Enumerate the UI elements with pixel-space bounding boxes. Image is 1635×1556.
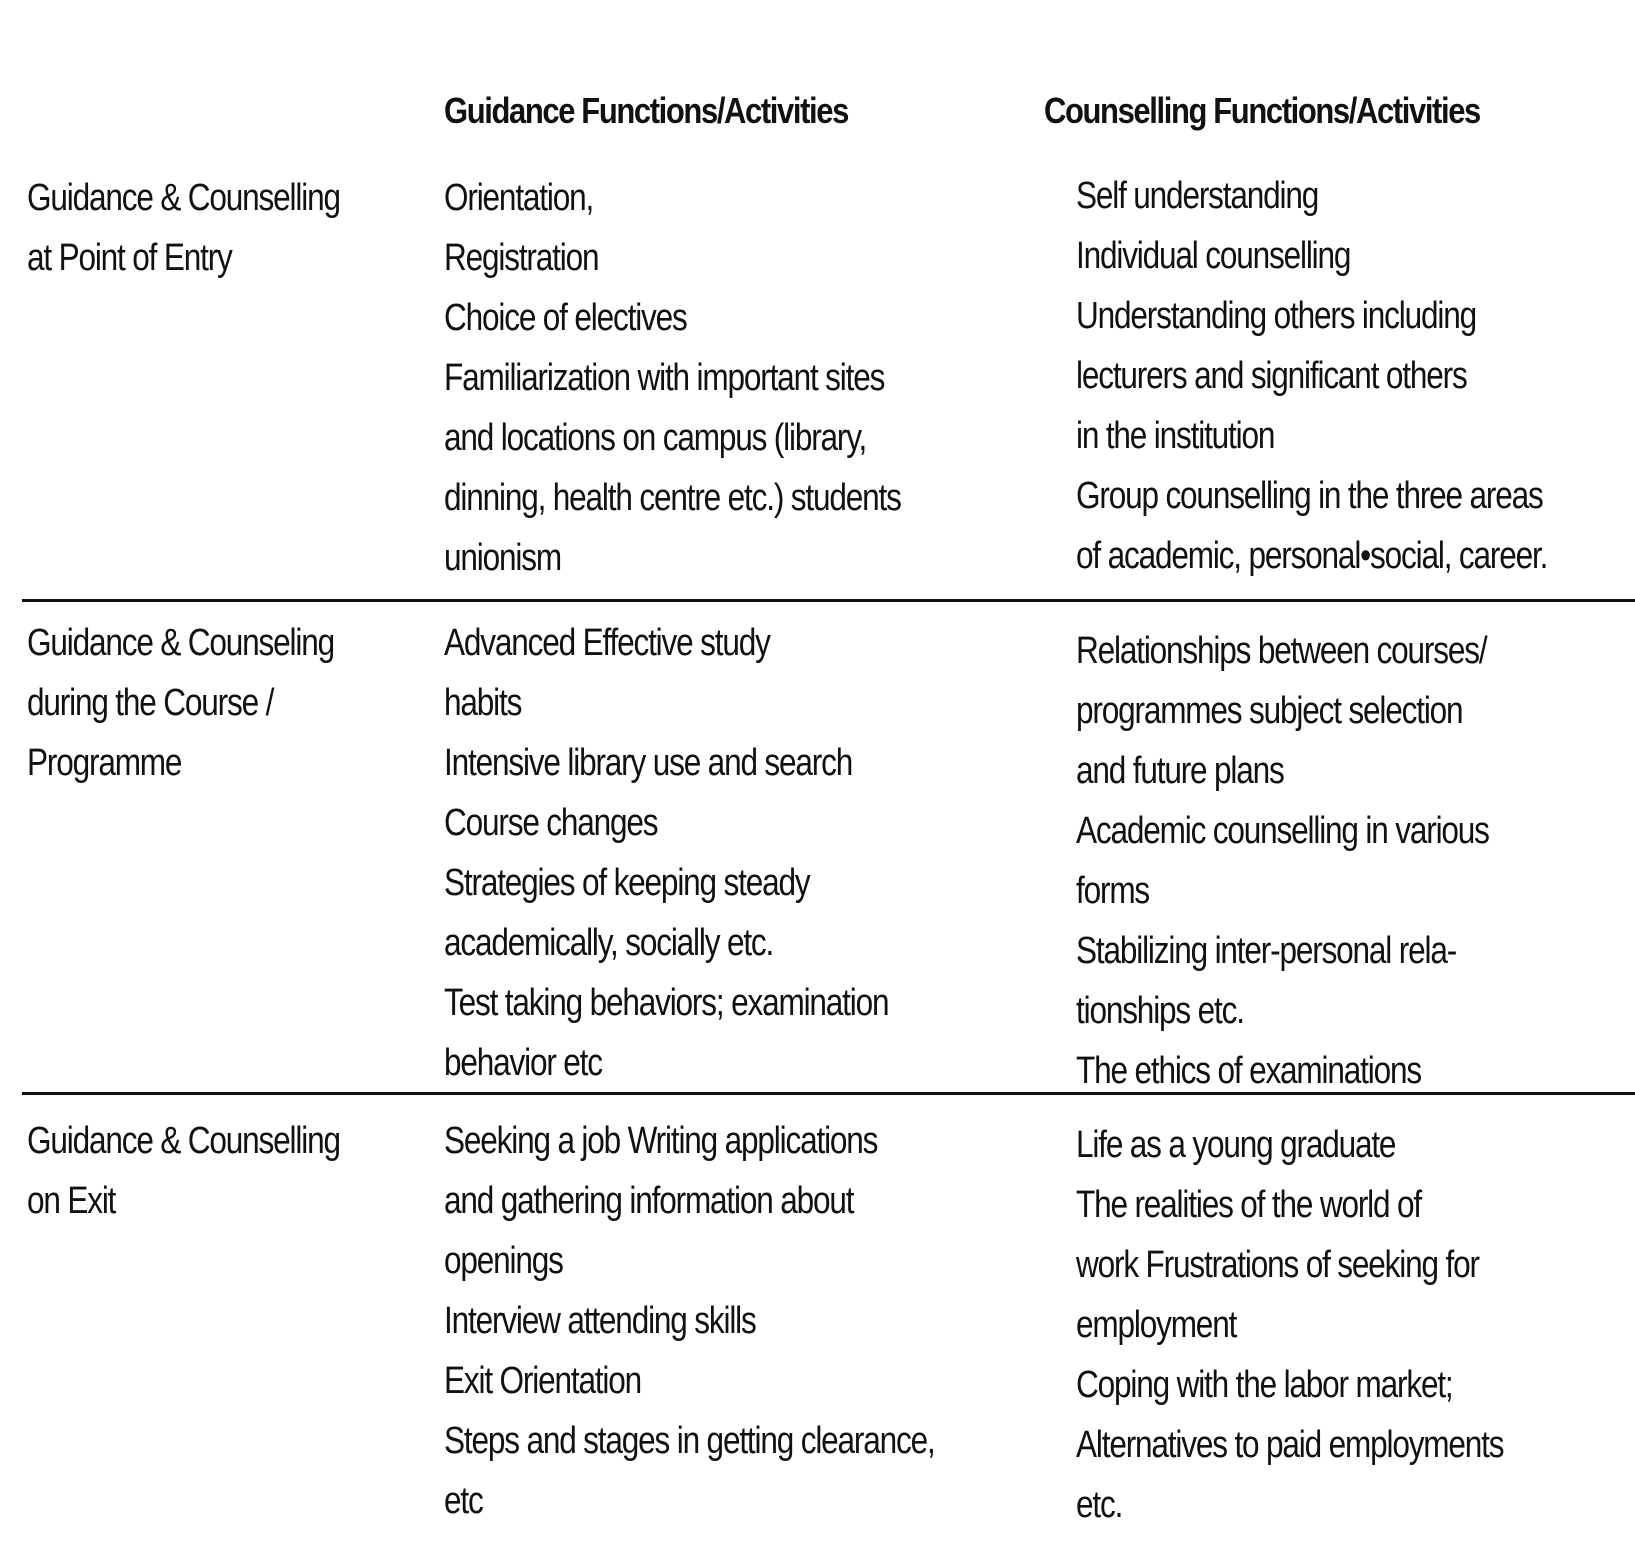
- table-row-on-exit: [0, 1111, 1635, 1541]
- guidance-item: Advanced Effective study: [444, 622, 770, 664]
- guidance-item: Familiarization with important sites: [444, 357, 885, 399]
- counselling-item: Relationships between courses/: [1076, 630, 1487, 672]
- guidance-item: Seeking a job Writing applications: [444, 1120, 878, 1162]
- counselling-item: Academic counselling in various: [1076, 810, 1489, 852]
- guidance-item: openings: [444, 1240, 563, 1282]
- stage-line: Guidance & Counselling: [27, 177, 340, 219]
- counselling-item: tionships etc.: [1076, 990, 1244, 1032]
- counselling-item: Group counselling in the three areas: [1076, 475, 1543, 517]
- table-row-point-of-entry: [0, 168, 1635, 600]
- guidance-cell: [444, 1111, 1067, 1531]
- guidance-item: unionism: [444, 537, 561, 579]
- counselling-item: programmes subject selection: [1076, 690, 1463, 732]
- stage-line: on Exit: [27, 1180, 116, 1222]
- guidance-item: and locations on campus (library,: [444, 417, 867, 459]
- stage-cell: [27, 613, 409, 793]
- counselling-item: Life as a young graduate: [1076, 1124, 1396, 1166]
- counselling-cell: [1076, 166, 1635, 586]
- guidance-item: Interview attending skills: [444, 1300, 756, 1342]
- stage-line: during the Course /: [27, 682, 274, 724]
- row-divider: [22, 599, 1635, 602]
- counselling-item: Alternatives to paid employments: [1076, 1424, 1504, 1466]
- guidance-item: academically, socially etc.: [444, 922, 774, 964]
- guidance-item: Steps and stages in getting clearance,: [444, 1420, 935, 1462]
- guidance-item: and gathering information about: [444, 1180, 854, 1222]
- guidance-item: behavior etc: [444, 1042, 602, 1084]
- guidance-cell: [444, 168, 1067, 588]
- counselling-item: and future plans: [1076, 750, 1284, 792]
- guidance-item: Test taking behaviors; examination: [444, 982, 889, 1024]
- guidance-item: Choice of electives: [444, 297, 687, 339]
- table-row-during-course: [0, 613, 1635, 1093]
- header-guidance-functions: Guidance Functions/Activities: [444, 90, 848, 131]
- header-counselling-functions: Counselling Functions/Activities: [1044, 90, 1480, 131]
- counselling-item: employment: [1076, 1304, 1237, 1346]
- stage-line: Programme: [27, 742, 182, 784]
- counselling-item: work Frustrations of seeking for: [1076, 1244, 1479, 1286]
- counselling-item: Stabilizing inter-personal rela-: [1076, 930, 1457, 972]
- counselling-cell: [1076, 1115, 1635, 1535]
- counselling-item: Understanding others including: [1076, 295, 1476, 337]
- counselling-item: The realities of the world of: [1076, 1184, 1421, 1226]
- guidance-item: Strategies of keeping steady: [444, 862, 810, 904]
- counselling-item: Coping with the labor market;: [1076, 1364, 1453, 1406]
- stage-line: Guidance & Counseling: [27, 622, 334, 664]
- row-divider: [22, 1092, 1635, 1095]
- stage-line: at Point of Entry: [27, 237, 232, 279]
- counselling-item: of academic, personal•social, career.: [1076, 535, 1548, 577]
- guidance-item: dinning, health centre etc.) students: [444, 477, 901, 519]
- counselling-item: forms: [1076, 870, 1150, 912]
- table-header: [0, 86, 1635, 146]
- guidance-item: Course changes: [444, 802, 658, 844]
- stage-line: Guidance & Counselling: [27, 1120, 340, 1162]
- guidance-cell: [444, 613, 1067, 1093]
- stage-cell: [27, 1111, 409, 1231]
- guidance-item: Intensive library use and search: [444, 742, 853, 784]
- stage-cell: [27, 168, 409, 288]
- counselling-item: Individual counselling: [1076, 235, 1351, 277]
- guidance-item: Orientation,: [444, 177, 594, 219]
- counselling-item: etc.: [1076, 1484, 1123, 1526]
- counselling-cell: [1076, 621, 1635, 1101]
- guidance-item: habits: [444, 682, 522, 724]
- guidance-item: etc: [444, 1480, 483, 1522]
- counselling-item: The ethics of examinations: [1076, 1050, 1421, 1092]
- counselling-item: lecturers and significant others: [1076, 355, 1467, 397]
- guidance-item: Exit Orientation: [444, 1360, 642, 1402]
- guidance-item: Registration: [444, 237, 599, 279]
- counselling-item: Self understanding: [1076, 175, 1319, 217]
- counselling-item: in the institution: [1076, 415, 1275, 457]
